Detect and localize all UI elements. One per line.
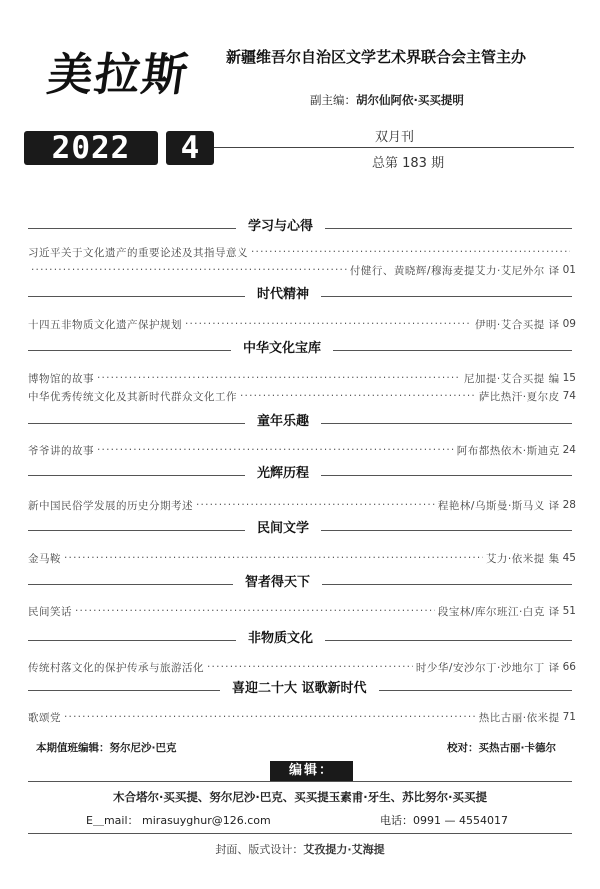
design-credit <box>0 841 600 857</box>
section-title: 喜迎二十大 讴歌新时代 <box>220 680 379 698</box>
toc-entry[interactable] <box>28 603 576 619</box>
phone-label: 电话： <box>380 814 413 827</box>
contact-email <box>86 812 271 828</box>
design-label: 封面、版式设计： <box>215 843 304 856</box>
dot-leader <box>240 390 476 402</box>
duty-editor: 本期值班编辑：努尔尼沙·巴克 <box>36 742 177 754</box>
article-authors: 程艳林/乌斯曼·斯马义 译 <box>437 499 560 512</box>
article-authors: 时少华/安沙尔丁·沙地尔丁 译 <box>415 661 560 674</box>
email-label: E＿mail： <box>86 814 139 827</box>
publisher-organization: 新疆维吾尔自治区文学艺术界联合会主管主办 <box>226 48 527 66</box>
dot-leader <box>185 318 472 330</box>
article-authors: 阿布都热依木·斯迪克 <box>456 444 560 457</box>
page-number: 51 <box>562 605 576 617</box>
page-number: 09 <box>562 318 576 330</box>
dot-leader <box>196 499 435 511</box>
section-title: 童年乐趣 <box>245 413 321 431</box>
article-title: 中华优秀传统文化及其新时代群众文化工作 <box>28 390 237 403</box>
toc-entry[interactable] <box>28 550 576 566</box>
section-header <box>28 218 572 236</box>
vice-editor-line <box>310 92 464 108</box>
toc-entry[interactable] <box>28 659 576 675</box>
article-title: 新中国民俗学发展的历史分期考述 <box>28 499 193 512</box>
article-title: 博物馆的故事 <box>28 372 94 385</box>
article-title: 爷爷讲的故事 <box>28 444 94 457</box>
editors-list: 木合塔尔·买买提、努尔尼沙·巴克、买买提玉素甫·牙生、苏比努尔·买买提 <box>113 790 487 804</box>
article-authors: 萨比热汗·夏尔皮 <box>478 390 560 403</box>
article-authors: 伊明·艾合买提 译 <box>474 318 560 331</box>
design-names: 艾孜提力·艾海提 <box>303 843 385 856</box>
section-header <box>28 630 572 648</box>
dot-leader <box>64 711 476 723</box>
page-number: 28 <box>562 499 576 511</box>
toc-entry[interactable] <box>28 244 576 260</box>
article-title: 歌颂党 <box>28 711 61 724</box>
toc-entry[interactable] <box>28 497 576 513</box>
email-address: mirasuyghur@126.com <box>142 814 271 827</box>
issue-year: 2022 <box>24 131 158 165</box>
article-title: 金马鞍 <box>28 552 61 565</box>
section-title: 时代精神 <box>245 286 321 304</box>
section-header <box>28 680 572 698</box>
dot-leader <box>97 372 461 384</box>
toc-entry[interactable] <box>28 262 576 278</box>
section-title: 民间文学 <box>245 520 321 538</box>
dot-leader <box>251 246 570 258</box>
dot-leader <box>207 661 413 673</box>
toc-entry[interactable] <box>28 316 576 332</box>
article-authors: 热比古丽·依米提 <box>478 711 560 724</box>
section-title: 中华文化宝库 <box>231 340 333 358</box>
section-header <box>28 520 572 538</box>
dot-leader <box>75 605 435 617</box>
footer-divider <box>28 833 572 834</box>
page-number: 15 <box>562 372 576 384</box>
page-number: 24 <box>562 444 576 456</box>
issue-number: 4 <box>166 131 214 165</box>
proofreader: 校对：买热古丽·卡德尔 <box>447 742 556 754</box>
toc-entry[interactable] <box>28 370 576 386</box>
toc-entry[interactable] <box>28 709 576 725</box>
publication-frequency: 双月刊 <box>375 130 415 145</box>
section-header <box>28 413 572 431</box>
section-header <box>28 340 572 358</box>
page-number: 45 <box>562 552 576 564</box>
vice-editor-names: 胡尔仙阿依·买买提明 <box>356 93 464 107</box>
total-issue-number: 总第 183 期 <box>372 156 445 171</box>
dot-leader <box>97 444 454 456</box>
masthead-divider <box>214 147 574 148</box>
toc-entry[interactable] <box>28 388 576 404</box>
section-title: 智者得天下 <box>233 574 322 592</box>
page-number: 01 <box>562 264 576 276</box>
vice-editor-label: 副主编： <box>310 93 356 107</box>
magazine-logo: 美拉斯 <box>44 48 193 101</box>
article-authors: 付健行、黄晓辉/穆海麦提艾力·艾尼外尔 译 <box>349 264 560 277</box>
section-header <box>28 574 572 592</box>
page-number: 66 <box>562 661 576 673</box>
dot-leader <box>64 552 483 564</box>
article-title: 习近平关于文化遗产的重要论述及其指导意义 <box>28 246 248 259</box>
editors-label: 编辑： <box>270 761 353 781</box>
page-number: 71 <box>562 711 576 723</box>
article-authors: 段宝林/库尔班江·白克 译 <box>437 605 560 618</box>
section-header <box>28 465 572 483</box>
toc-entry[interactable] <box>28 442 576 458</box>
article-authors: 尼加提·艾合买提 编 <box>463 372 560 385</box>
contact-phone <box>380 812 508 828</box>
article-title: 民间笑话 <box>28 605 72 618</box>
section-title: 学习与心得 <box>236 218 325 236</box>
phone-number: 0991 — 4554017 <box>413 814 508 827</box>
article-title: 传统村落文化的保护传承与旅游活化 <box>28 661 204 674</box>
article-title: 十四五非物质文化遗产保护规划 <box>28 318 182 331</box>
dot-leader <box>31 264 347 276</box>
page-number: 74 <box>562 390 576 402</box>
article-authors: 艾力·依米提 集 <box>485 552 560 565</box>
section-title: 光辉历程 <box>245 465 321 483</box>
editors-divider <box>28 781 572 782</box>
section-title: 非物质文化 <box>236 630 325 648</box>
section-header <box>28 286 572 304</box>
